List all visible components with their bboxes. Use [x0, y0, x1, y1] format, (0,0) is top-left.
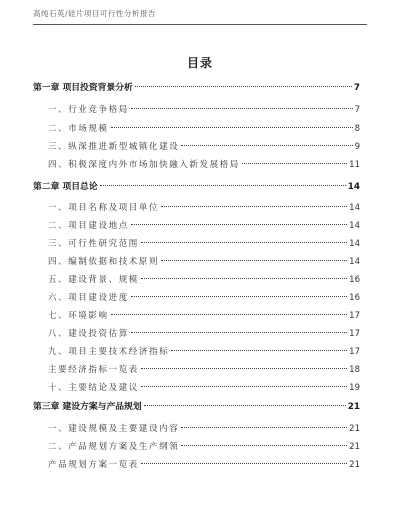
dot-leader: [111, 314, 348, 315]
toc-page-number: 17: [349, 347, 360, 357]
toc-page-number: 7: [353, 83, 360, 93]
toc-section-entry[interactable]: [48, 273, 360, 287]
toc-page-number: 14: [349, 203, 360, 213]
dot-leader: [141, 463, 347, 464]
toc-section-entry[interactable]: [48, 122, 360, 136]
toc-section-entry[interactable]: [48, 327, 360, 341]
toc-entry-text: 五、建设背景、规模: [48, 275, 139, 285]
toc-page-number: 21: [349, 460, 360, 470]
toc-title: 目录: [186, 56, 213, 70]
toc-section-entry[interactable]: [48, 140, 360, 154]
toc-page-number: 7: [354, 105, 360, 115]
toc-section-entry[interactable]: [48, 158, 360, 172]
dot-leader: [131, 108, 353, 109]
toc-entry-text: 十、主要结论及建议: [48, 383, 139, 393]
toc-page-number: 16: [349, 293, 360, 303]
dot-leader: [141, 386, 347, 387]
dot-leader: [131, 332, 347, 333]
dot-leader: [181, 145, 352, 146]
toc-entry-text: 二、市场规模: [48, 124, 109, 134]
dot-leader: [131, 224, 347, 225]
toc-page-number: 9: [354, 142, 360, 152]
toc-page-number: 21: [349, 424, 360, 434]
toc-page-number: 8: [354, 124, 360, 134]
dot-leader: [100, 185, 346, 186]
toc-entry-text: 九、项目主要技术经济指标: [48, 347, 170, 357]
toc-section-entry[interactable]: [48, 345, 360, 359]
toc-entry-text: 第一章 项目投资背景分析: [33, 83, 133, 93]
toc-chapter-entry[interactable]: [33, 180, 360, 194]
toc-entry-text: 一、项目名称及项目单位: [48, 203, 160, 213]
toc-section-entry[interactable]: [48, 309, 360, 323]
toc-page-number: 14: [349, 257, 360, 267]
toc-page-number: 14: [347, 182, 360, 192]
dot-leader: [161, 260, 347, 261]
toc-section-entry[interactable]: [48, 255, 360, 269]
dot-leader: [135, 86, 352, 87]
toc-entry-text: 主要经济指标一览表: [48, 365, 139, 375]
toc-entry-text: 四、编制依据和技术原则: [48, 257, 160, 267]
toc-page-number: 19: [349, 383, 360, 393]
toc-section-entry[interactable]: [48, 219, 360, 233]
toc-page-number: 14: [349, 221, 360, 231]
dot-leader: [242, 163, 347, 164]
toc-entry-text: 三、可行性研究范围: [48, 239, 139, 249]
toc-section-entry[interactable]: [48, 201, 360, 215]
toc-entry-text: 一、建设规模及主要建设内容: [48, 424, 180, 434]
toc-entry-text: 六、项目建设进度: [48, 293, 129, 303]
toc-section-entry[interactable]: [48, 103, 360, 117]
toc-page-number: 16: [349, 275, 360, 285]
toc-section-entry[interactable]: [48, 237, 360, 251]
dot-leader: [171, 350, 347, 351]
dot-leader: [141, 368, 347, 369]
toc-entry-text: 一、行业竞争格局: [48, 105, 129, 115]
dot-leader: [181, 427, 347, 428]
toc-page-number: 17: [349, 329, 360, 339]
running-header: 高纯石英/硅片项目可行性分析报告: [33, 9, 157, 18]
toc-page-number: 18: [349, 365, 360, 375]
toc-page-number: 21: [349, 442, 360, 452]
toc-entry-text: 第二章 项目总论: [33, 182, 98, 192]
toc-chapter-entry[interactable]: [33, 400, 360, 414]
toc-section-entry[interactable]: [48, 440, 360, 454]
toc-section-entry[interactable]: [48, 381, 360, 395]
toc-section-entry[interactable]: [48, 458, 360, 472]
toc-section-entry[interactable]: [48, 363, 360, 377]
toc-entry-text: 四、积极深度内外市场加快融入新发展格局: [48, 160, 240, 170]
toc-entry-text: 三、纵深推进新型城镇化建设: [48, 142, 180, 152]
toc-page-number: 14: [349, 239, 360, 249]
dot-leader: [141, 242, 347, 243]
dot-leader: [161, 206, 347, 207]
dot-leader: [141, 278, 347, 279]
toc-chapter-entry[interactable]: [33, 81, 360, 95]
toc-page-number: 21: [347, 402, 360, 412]
toc-page-number: 17: [349, 311, 360, 321]
toc-entry-text: 二、产品规划方案及生产纲领: [48, 442, 180, 452]
toc-entry-text: 第三章 建设方案与产品规划: [33, 402, 142, 412]
dot-leader: [144, 405, 346, 406]
toc-section-entry[interactable]: [48, 291, 360, 305]
dot-leader: [181, 445, 347, 446]
toc-page-number: 11: [349, 160, 360, 170]
toc-entry-text: 二、项目建设地点: [48, 221, 129, 231]
dot-leader: [111, 127, 353, 128]
toc-entry-text: 八、建设投资估算: [48, 329, 129, 339]
toc-entry-text: 七、环境影响: [48, 311, 109, 321]
toc-section-entry[interactable]: [48, 422, 360, 436]
dot-leader: [131, 296, 347, 297]
toc-entry-text: 产品规划方案一览表: [48, 460, 139, 470]
